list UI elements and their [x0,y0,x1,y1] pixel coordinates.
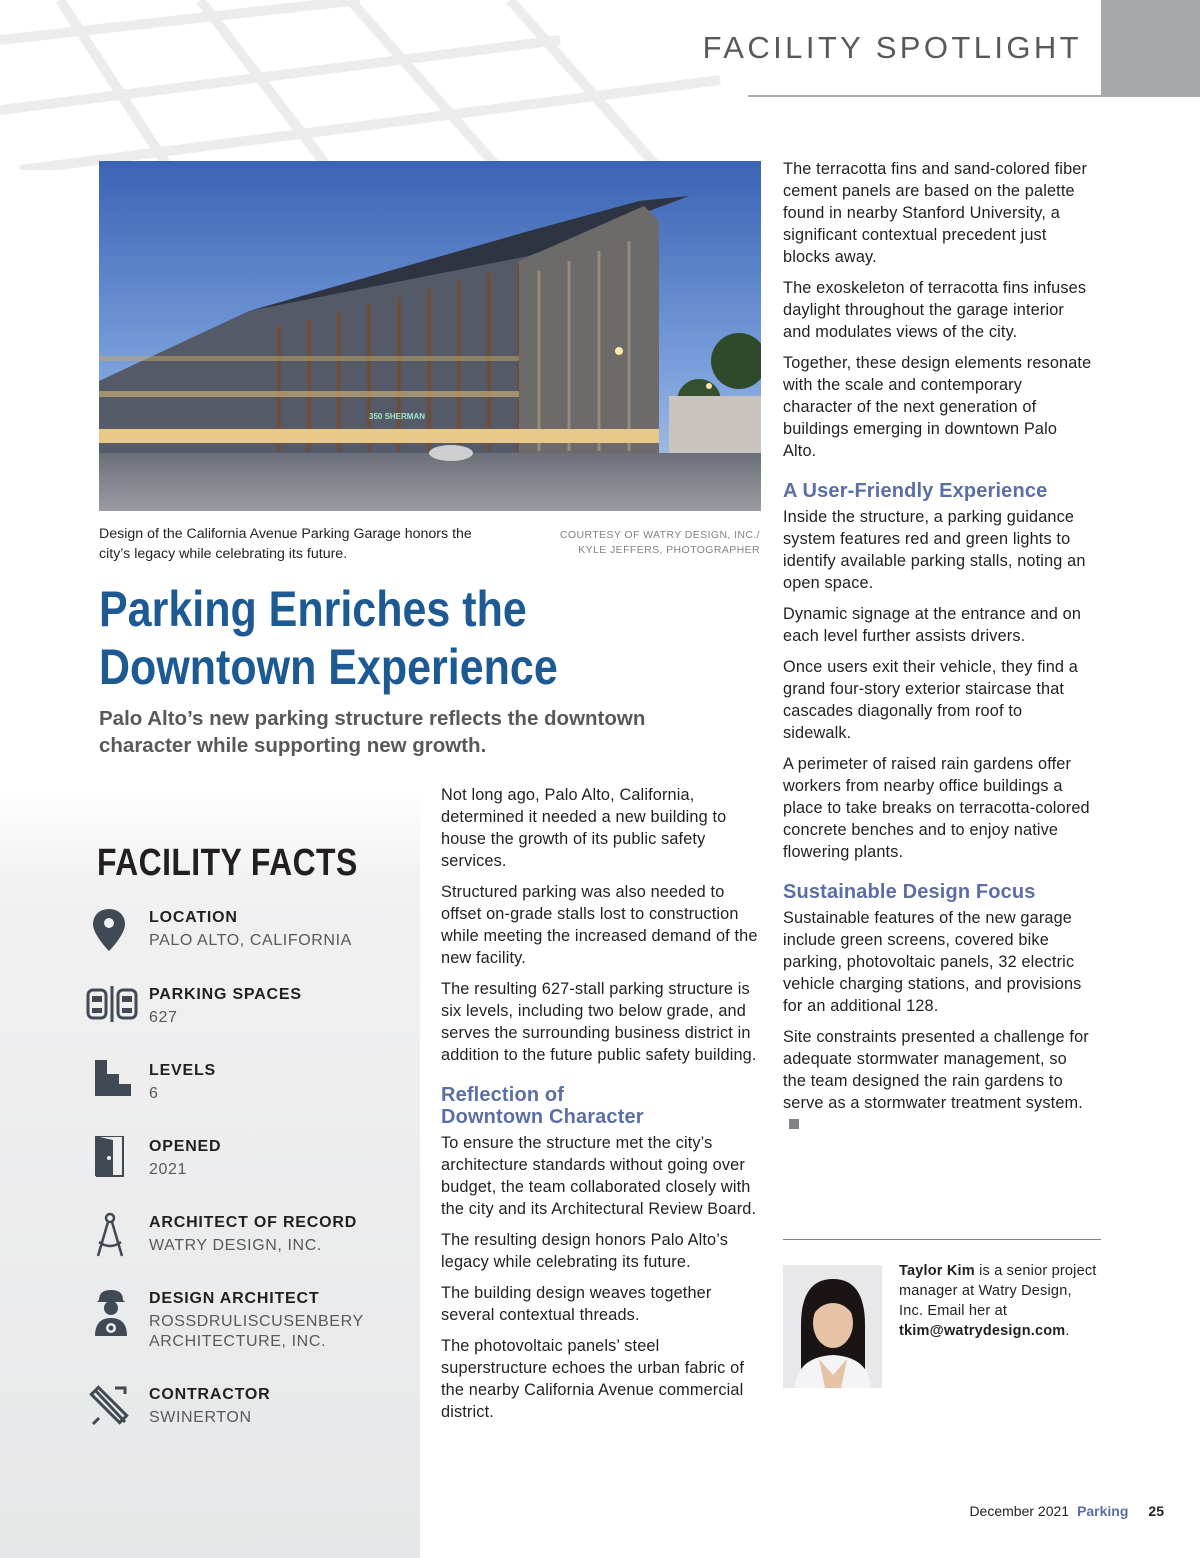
fact-label: LOCATION [149,909,238,926]
headline-line2: Downtown Experience [99,639,558,695]
compass-icon [85,1212,135,1262]
author-divider [783,1239,1101,1240]
author-bio [899,1261,1099,1341]
fact-label: PARKING SPACES [149,986,302,1003]
paragraph: The resulting 627-stall parking structure is six levels, including two below grade, and serves the surrounding business district in addition to the future public safety building. [441,980,757,1064]
photo-credit [520,528,760,558]
paragraph: The exoskeleton of terracotta fins infuses daylight throughout the garage interior and modulates views of the city. [783,279,1087,341]
author-email[interactable]: tkim@watrydesign.com [899,1323,1066,1339]
fact-value: WATRY DESIGN, INC. [149,1237,322,1254]
fact-levels [85,1060,415,1120]
subhead-line1: Reflection of [441,1084,565,1106]
headline-line1: Parking Enriches the [99,581,527,637]
author-photo [783,1265,882,1388]
end-mark-icon [789,1119,799,1129]
fact-design-architect [85,1288,415,1348]
fact-label: OPENED [149,1138,222,1155]
header-rule [748,95,1200,97]
fact-contractor [85,1384,415,1444]
building-sign: 350 SHERMAN [369,412,426,421]
background-grid [0,0,760,170]
fact-label: DESIGN ARCHITECT [149,1290,320,1307]
paragraph: The photovoltaic panels’ steel superstructure echoes the urban fabric of the nearby California Avenue commercial district. [441,1337,744,1421]
paragraph: Inside the structure, a parking guidance system features red and green lights to identify available parking stalls, noting an open space. [783,508,1086,592]
photo-caption: Design of the California Avenue Parking Garage honors the city’s legacy while celebrating its future. [99,526,472,562]
author-name: Taylor Kim [899,1263,975,1279]
paragraph: The building design weaves together several contextual threads. [441,1284,712,1324]
door-icon [85,1136,135,1186]
dek: Palo Alto’s new parking structure reflects the downtown character while supporting new growth. [99,707,646,757]
paragraph-final [783,1026,1093,1136]
fact-value: SWINERTON [149,1409,252,1426]
stairs-icon [85,1060,135,1110]
paragraph: A perimeter of raised rain gardens offer workers from nearby office buildings a place to take breaks on terracotta-colored concrete benches and to enjoy native flowering plants. [783,755,1090,861]
section-title: FACILITY SPOTLIGHT [702,30,1082,65]
page-footer [969,1503,1164,1519]
garage-photo [99,161,761,511]
headline [99,580,658,696]
paragraph: Dynamic signage at the entrance and on each level further assists drivers. [783,605,1082,645]
subhead-user-friendly: A User-Friendly Experience [783,480,1048,502]
fact-parking-spaces [85,984,415,1044]
subhead-sustainable: Sustainable Design Focus [783,881,1036,903]
cars-icon [85,984,135,1034]
body-column-middle [441,784,763,1432]
paragraph: The resulting design honors Palo Alto’s legacy while celebrating its future. [441,1231,729,1271]
paragraph: Together, these design elements resonate with the scale and contemporary character of the next generation of buildings emerging in downtown Palo Alto. [783,354,1092,460]
author-bio-text: is a senior project manager at Watry Design, Inc. Email her at [899,1263,1097,1319]
fact-value: PALO ALTO, CALIFORNIA [149,932,352,949]
footer-date: December 2021 [969,1503,1070,1519]
paragraph: Once users exit their vehicle, they find a grand four-story exterior staircase that cascades diagonally from roof to sidewalk. [783,658,1078,742]
fact-label: CONTRACTOR [149,1386,271,1403]
fact-value: 627 [149,1009,178,1026]
subhead-reflection [441,1084,763,1128]
fact-opened [85,1136,415,1196]
location-pin-icon [85,907,135,957]
facility-facts-title: FACILITY FACTS [97,842,358,884]
fact-value: 2021 [149,1161,187,1178]
paragraph: Structured parking was also needed to offset on-grade stalls lost to construction while meeting the increased demand of the new facility. [441,883,758,967]
fact-value: 6 [149,1085,159,1102]
body-column-right [783,158,1093,1145]
paragraph: To ensure the structure met the city’s architecture standards without going over budget, the team collaborated closely with the city and its Architectural Review Board. [441,1134,757,1218]
fact-location [85,907,415,967]
tools-icon [85,1384,135,1434]
subhead-line2: Downtown Character [441,1106,644,1128]
photo-credit-line2: KYLE JEFFERS, PHOTOGRAPHER [578,544,760,556]
photo-credit-line1: COURTESY OF WATRY DESIGN, INC./ [559,529,760,541]
author-bio-end: . [1065,1323,1070,1339]
paragraph: Not long ago, Palo Alto, California, determined it needed a new building to house the growth of its public safety services. [441,786,727,870]
fact-label: ARCHITECT OF RECORD [149,1214,358,1231]
fact-value: ROSSDRULISCUSENBERY ARCHITECTURE, INC. [149,1313,364,1350]
header-accent-block [1101,0,1200,96]
paragraph: The terracotta fins and sand-colored fiber cement panels are based on the palette found in nearby Stanford University, a significant contextual precedent just blocks away. [783,160,1088,266]
worker-icon [85,1288,135,1338]
paragraph-text: Site constraints presented a challenge for adequate stormwater management, so the team designed the rain gardens to serve as a stormwater treatment system. [783,1028,1089,1112]
footer-magazine: Parking [1077,1503,1129,1519]
fact-label: LEVELS [149,1062,217,1079]
paragraph: Sustainable features of the new garage include green screens, covered bike parking, photovoltaic panels, 32 electric vehicle charging stations, and provisions for an additional 128. [783,909,1082,1015]
page-number: 25 [1148,1503,1164,1519]
fact-architect-of-record [85,1212,415,1272]
